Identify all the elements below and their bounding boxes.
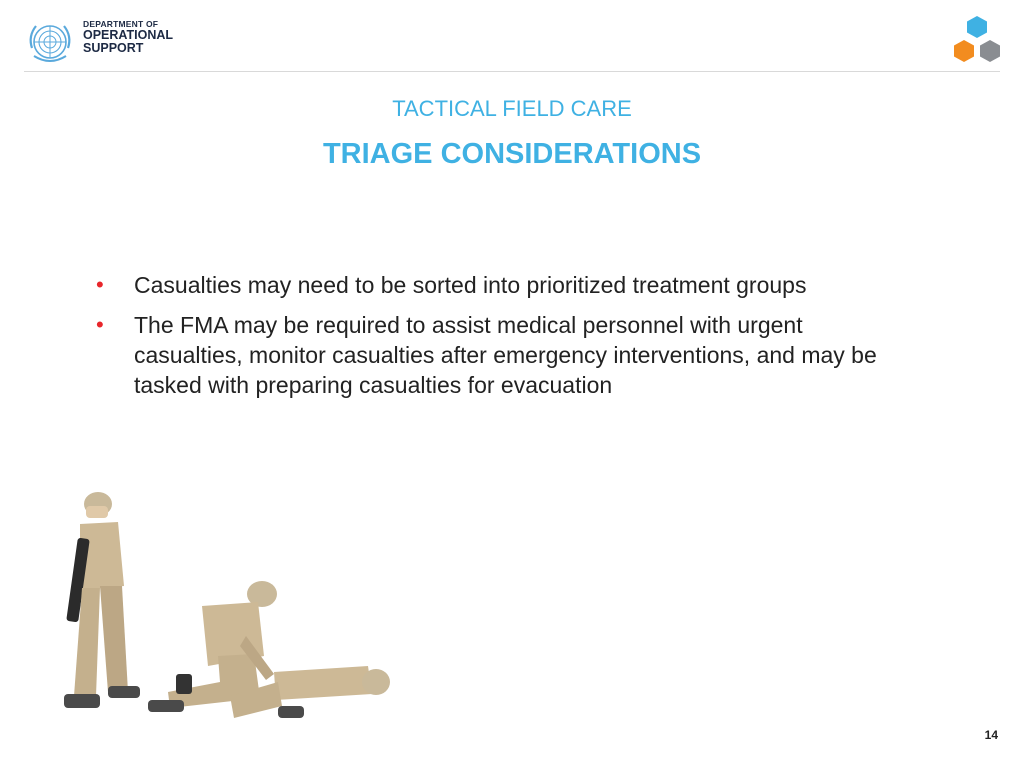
bullet-item [96, 270, 896, 300]
standing-soldier-figure [64, 492, 140, 708]
bullet-marker: • [96, 272, 104, 297]
bullet-list [96, 270, 896, 410]
header-divider [24, 71, 1000, 72]
soldiers-triage-illustration [50, 486, 400, 726]
department-name [83, 20, 173, 55]
un-emblem-icon [24, 18, 76, 66]
slide-title: TRIAGE CONSIDERATIONS [322, 138, 702, 170]
bullet-text: Casualties may need to be sorted into prioritized treatment groups [134, 272, 807, 298]
department-line-3: SUPPORT [83, 41, 144, 56]
department-line-2: OPERATIONAL [83, 27, 174, 42]
page-number: 14 [984, 728, 998, 742]
bullet-marker: • [96, 312, 104, 337]
slide-subtitle: TACTICAL FIELD CARE [392, 96, 632, 121]
slide-header [0, 0, 1024, 74]
bullet-text: The FMA may be required to assist medical personnel with urgent casualties, monitor casualties after emergency interventions, and may be tasked with preparing casualties for evacuation [134, 312, 877, 398]
department-line-1: DEPARTMENT OF [83, 19, 159, 29]
hexagon-cluster-icon [950, 14, 1004, 66]
bullet-item [96, 310, 896, 400]
